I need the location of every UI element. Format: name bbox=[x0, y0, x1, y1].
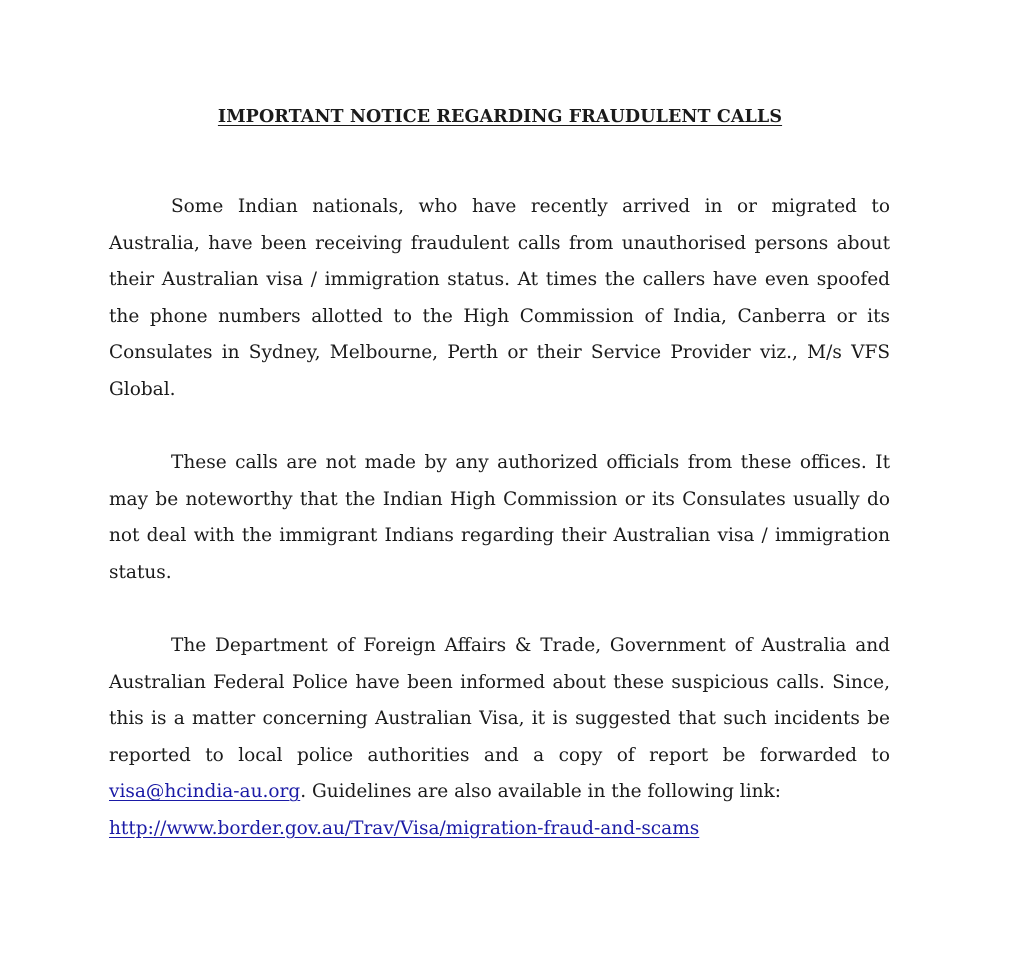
notice-title bbox=[0, 107, 1000, 127]
paragraph-3 bbox=[109, 628, 890, 848]
paragraph-2 bbox=[109, 445, 890, 591]
email-link[interactable]: visa@hcindia-au.org bbox=[109, 781, 301, 803]
paragraph-1-text: Some Indian nationals, who have recently arrived in or migrated to Australia, have been receiving fraudulent calls from unauthorised persons about their Australian visa / immigration status. At times the callers have even spoofed the phone numbers allotted to the High Commission of India, Canberra or its Consulates in Sydney, Melbourne, Perth or their Service Provider viz., M/s VFS Global. bbox=[109, 196, 890, 400]
paragraph-2-text: These calls are not made by any authorized officials from these offices. It may be noteworthy that the Indian High Commission or its Consulates usually do not deal with the immigrant Indians regarding their Australian visa / immigration status. bbox=[109, 452, 890, 583]
fraud-guidelines-link[interactable]: http://www.border.gov.au/Trav/Visa/migration-fraud-and-scams bbox=[109, 817, 700, 839]
notice-title-text: IMPORTANT NOTICE REGARDING FRAUDULENT CALLS bbox=[217, 107, 783, 127]
paragraph-3-text bbox=[109, 628, 890, 811]
paragraph-3-before-email: The Department of Foreign Affairs & Trade, Government of Australia and Australian Federal Police have been informed about these suspicious calls. Since, this is a matter concerning Australian Visa, it is suggested that such incidents be reported to local police authorities and a copy of report be forwarded to bbox=[109, 635, 890, 766]
paragraph-3-after-email: . Guidelines are also available in the following link: bbox=[300, 781, 781, 803]
paragraph-1 bbox=[109, 189, 890, 409]
